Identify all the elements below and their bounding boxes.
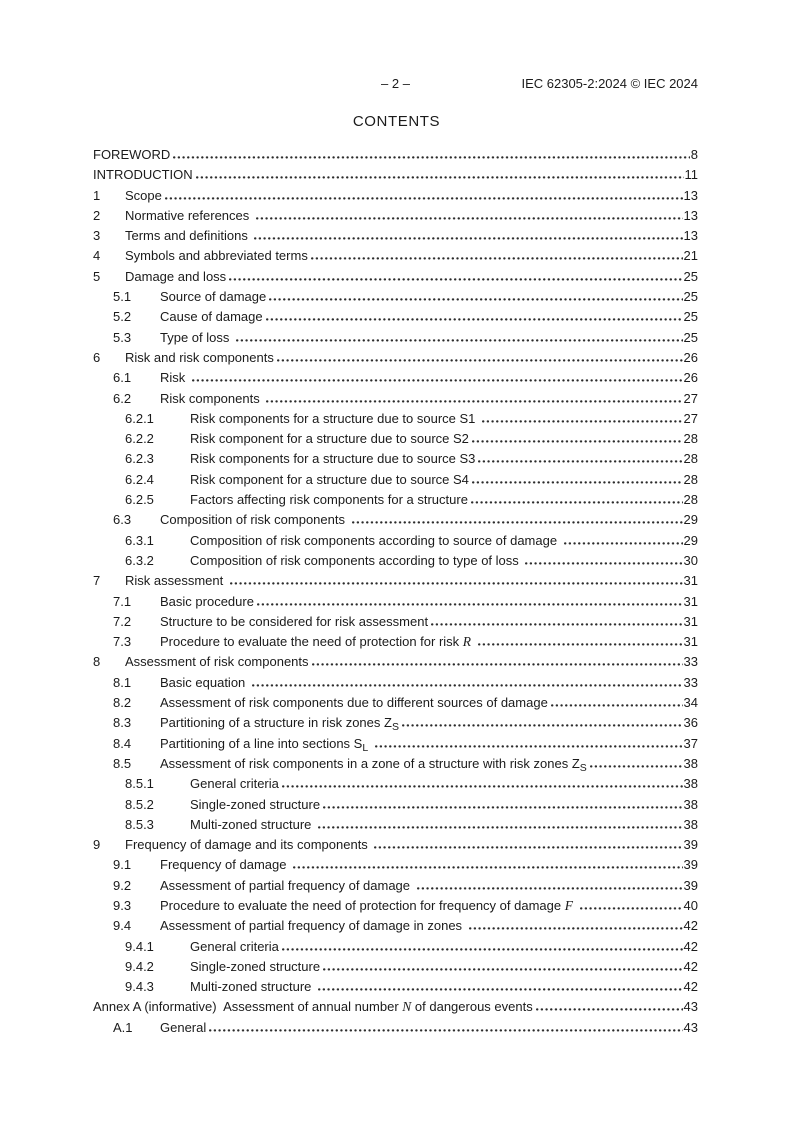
toc-entry-number: 8.5.3 [125,816,154,832]
toc-entry-title [160,287,266,307]
toc-entry-number: 6 [93,349,101,365]
toc-entry[interactable] [93,246,698,266]
page-header [93,76,698,93]
toc-entry-title [190,937,279,957]
title-text: Cause of damage [160,309,263,325]
toc-entry-title [190,957,320,977]
title-text: Symbols and abbreviated terms [125,248,308,264]
toc-entry[interactable] [93,287,698,307]
title-text: Composition of risk components according to source of damage [190,532,561,548]
toc-entry-title [125,246,308,266]
title-text: Factors affecting risk components for a structure [190,492,468,508]
toc-entry-page: 39 [683,837,698,853]
toc-entry[interactable] [93,855,698,875]
toc-entry-title [160,673,249,693]
title-text: Risk and risk components [125,349,274,365]
dot-leader [230,582,683,585]
title-text: Assessment of partial frequency of damage in zones [160,918,466,934]
title-text: General [160,1019,207,1035]
toc-entry-page: 39 [683,857,698,873]
toc-entry-number: 4 [93,248,101,264]
toc-entry-page: 28 [683,471,698,487]
toc-entry-number: 6.2.3 [125,451,154,467]
title-text: Basic equation [160,674,249,690]
toc-entry-page: 27 [683,390,698,406]
toc-entry[interactable] [93,713,698,733]
toc-entry[interactable] [93,165,698,185]
dot-leader [252,684,683,687]
toc-entry[interactable] [93,795,698,815]
toc-entry-number: 8.5.1 [125,776,154,792]
toc-entry-title [190,795,320,815]
title-text [471,634,475,649]
dot-leader [196,176,684,179]
title-text: Single-zoned structure [190,796,321,812]
toc-entry-number: 8.1 [113,674,132,690]
toc-entry-number: 5.2 [113,309,132,325]
toc-entry-number: 9.4.3 [125,979,154,995]
dot-leader [352,521,683,524]
title-text: Partitioning of a line into sections S [160,735,363,751]
subscript-symbol: S [579,761,587,774]
dot-leader [312,663,683,666]
title-text: Frequency of damage [160,857,291,873]
toc-entry-number: 8.5 [113,755,132,771]
toc-entry[interactable] [93,145,698,165]
toc-entry-title [160,368,189,388]
toc-entry-page: 8 [690,147,698,162]
dot-leader [417,887,683,890]
toc-entry-title [93,145,170,165]
toc-entry-number: 6.2.1 [125,410,154,426]
toc-entry[interactable] [93,226,698,246]
title-text: Risk component for a structure due to source S2 [190,431,469,447]
dot-leader [282,948,683,951]
toc-entry-title [125,835,371,855]
toc-entry-title [160,1018,206,1038]
toc-entry-number: 9 [93,837,101,853]
dot-leader [375,745,683,748]
dot-leader [525,562,682,565]
dot-leader [266,318,683,321]
toc-entry[interactable] [93,754,698,774]
toc-entry-number: 9.4.2 [125,958,154,974]
toc-entry-page: 26 [683,370,698,386]
dot-leader [266,400,682,403]
dot-leader [536,1008,683,1011]
dot-leader [293,866,682,869]
toc-entry-page: 13 [683,228,698,244]
toc-entry-page: 42 [683,958,698,974]
toc-entry-title [190,977,315,997]
toc-entry-title [160,592,254,612]
dot-leader [478,460,682,463]
dot-leader [551,704,683,707]
toc-entry-page: 31 [683,573,698,589]
toc-entry[interactable] [93,612,698,632]
toc-entry[interactable] [93,186,698,206]
toc-entry[interactable] [93,571,698,591]
toc-entry-title [160,389,263,409]
toc-entry-number: 9.3 [113,897,132,913]
toc-entry[interactable] [93,997,698,1017]
toc-entry-page: 29 [683,532,698,548]
dot-leader [269,298,682,301]
dot-leader [323,968,682,971]
title-text: Multi-zoned structure [190,816,315,832]
title-text: Risk component for a structure due to source S4 [190,471,469,487]
toc-entry[interactable] [93,673,698,693]
title-text: FOREWORD [93,147,171,162]
toc-entry-page: 43 [683,1019,698,1035]
toc-entry-page: 21 [683,248,698,264]
toc-entry-page: 31 [683,613,698,629]
toc-entry-title [125,652,309,672]
dot-leader [590,765,683,768]
toc-entry[interactable] [93,916,698,936]
toc-entry[interactable] [93,734,698,754]
title-text [573,898,577,913]
title-text: General criteria [190,938,279,954]
title-text: Risk components for a structure due to source S1 [190,410,480,426]
toc-entry[interactable] [93,348,698,368]
toc-entry-title [190,774,279,794]
dot-leader [482,420,683,423]
math-variable: R [462,634,472,650]
toc-entry-number: 6.2.2 [125,431,154,447]
dot-leader [236,339,683,342]
toc-entry[interactable] [93,449,698,469]
toc-entry[interactable] [93,632,698,652]
title-text: Normative references [125,207,253,223]
toc-entry[interactable] [93,652,698,672]
contents-title: CONTENTS [352,113,441,130]
toc-entry[interactable] [93,896,698,916]
dot-leader [311,257,683,260]
dot-leader [564,542,683,545]
toc-entry-number: 9.4.1 [125,938,154,954]
dot-leader [431,623,682,626]
title-text: Annex A (informative) Assessment of annual number [93,999,403,1015]
title-text: Source of damage [160,289,267,305]
toc-entry[interactable] [93,206,698,226]
toc-entry-page: 42 [683,979,698,995]
dot-leader [256,217,683,220]
subscript-symbol: S [391,721,399,734]
toc-entry-page: 25 [683,329,698,345]
toc-entry[interactable] [93,409,698,429]
toc-entry-page: 42 [683,938,698,954]
toc-entry[interactable] [93,937,698,957]
toc-entry[interactable] [93,510,698,530]
toc-entry-title [190,531,561,551]
dot-leader [402,724,683,727]
dot-leader [471,501,683,504]
title-text: Multi-zoned structure [190,979,315,995]
toc-entry-number: 6.2.5 [125,492,154,508]
toc-entry-title [190,490,468,510]
dot-leader [254,237,682,240]
toc-entry[interactable] [93,693,698,713]
toc-entry-title [93,997,533,1017]
toc-entry-page: 34 [683,695,698,711]
toc-entry-page: 25 [683,268,698,284]
toc-entry-page: 38 [683,796,698,812]
toc-entry-title [190,449,475,469]
toc-entry[interactable] [93,368,698,388]
toc-entry[interactable] [93,835,698,855]
dot-leader [472,440,683,443]
toc-entry-number: 6.3.2 [125,552,154,568]
toc-entry-number: 8 [93,654,101,670]
toc-entry-number: 5 [93,268,101,284]
toc-entry-title [160,855,290,875]
toc-entry-page: 39 [683,877,698,893]
toc-entry-page: 31 [683,634,698,650]
document-reference: IEC 62305-2:2024 © IEC 2024 [521,76,698,91]
dot-leader [192,379,683,382]
toc-entry-number: 8.5.2 [125,796,154,812]
toc-entry-title [160,896,577,916]
title-text: Composition of risk components according to type of loss [190,552,523,568]
toc-entry-page: 43 [683,999,698,1015]
title-text: Procedure to evaluate the need of protection for frequency of damage [160,897,565,913]
dot-leader [165,197,683,200]
subscript-symbol: L [362,741,369,754]
toc-entry-number: 5.1 [113,289,132,305]
toc-entry[interactable] [93,531,698,551]
toc-entry[interactable] [93,977,698,997]
dot-leader [469,927,683,930]
toc-entry-page: 28 [683,451,698,467]
title-text: Assessment of partial frequency of damage [160,877,414,893]
toc-entry[interactable] [93,389,698,409]
toc-entry[interactable] [93,957,698,977]
toc-entry[interactable] [93,815,698,835]
title-text: Basic procedure [160,593,254,609]
toc-entry[interactable] [93,328,698,348]
toc-entry-page: 25 [683,289,698,305]
toc-entry-number: 3 [93,228,101,244]
toc-entry[interactable] [93,429,698,449]
toc-entry-title [125,348,274,368]
toc-entry-number: 5.3 [113,329,132,345]
toc-entry-number: 9.2 [113,877,132,893]
toc-entry[interactable] [93,267,698,287]
toc-entry-title [190,815,315,835]
toc-entry-number: 9.4 [113,918,132,934]
toc-entry-page: 11 [684,167,698,183]
toc-entry-page: 31 [683,593,698,609]
toc-entry[interactable] [93,490,698,510]
toc-entry-page: 30 [683,552,698,568]
toc-entry[interactable] [93,307,698,327]
toc-entry-number: 7.3 [113,634,132,650]
toc-entry[interactable] [93,876,698,896]
dot-leader [323,806,682,809]
toc-entry-page: 42 [683,918,698,934]
dot-leader [318,826,683,829]
toc-entry-page: 25 [683,309,698,325]
toc-entry-number: 7 [93,573,101,589]
toc-entry-number: 2 [93,207,101,223]
title-text: Damage and loss [125,268,227,284]
title-text: Scope [125,187,162,203]
toc-entry-page: 38 [683,816,698,832]
toc-entry-title [190,409,479,429]
title-text: Composition of risk components [160,512,349,528]
title-text: Assessment of risk components in a zone of a structure with risk zones Z [160,755,580,771]
toc-entry-title [93,165,193,185]
toc-entry-page: 26 [683,349,698,365]
toc-entry-title [125,206,253,226]
toc-entry-title [125,226,251,246]
toc-entry-number: 7.2 [113,613,132,629]
title-text: Frequency of damage and its components [125,837,372,853]
toc-entry-number: 8.4 [113,735,132,751]
toc-entry-number: 8.3 [113,715,132,731]
dot-leader [282,785,683,788]
toc-entry-page: 27 [683,410,698,426]
toc-entry-page: 28 [683,431,698,447]
toc-entry-title [160,612,428,632]
toc-entry[interactable] [93,774,698,794]
toc-entry-title [190,429,469,449]
toc-entry[interactable] [93,551,698,571]
toc-entry-title [160,754,587,774]
toc-entry-title [190,470,469,490]
math-variable: F [564,897,573,913]
title-text: Assessment of risk components due to different sources of damage [160,695,548,711]
toc-entry-page: 33 [683,654,698,670]
toc-entry-number: A.1 [113,1019,133,1035]
toc-entry-page: 29 [683,512,698,528]
toc-entry-page: 38 [683,776,698,792]
title-text: Assessment of risk components [125,654,309,670]
math-variable: N [402,999,412,1015]
toc-entry-title [160,632,475,652]
title-text: Terms and definitions [125,228,252,244]
title-text: Single-zoned structure [190,958,321,974]
dot-leader [173,156,689,159]
toc-entry-title [160,713,399,733]
toc-entry-title [190,551,522,571]
toc-entry-title [160,916,466,936]
title-text: Type of loss [160,329,233,345]
dot-leader [229,278,682,281]
toc-entry-title [125,571,227,591]
table-of-contents [93,145,698,1038]
toc-entry[interactable] [93,592,698,612]
dot-leader [318,988,683,991]
toc-entry-number: 6.3 [113,512,132,528]
dot-leader [209,1029,682,1032]
toc-entry-page: 36 [683,715,698,731]
title-text: Risk assessment [125,573,227,589]
title-text [368,736,372,751]
toc-entry-title [160,328,233,348]
page-number: – 2 – [381,76,410,91]
toc-entry-number: 8.2 [113,695,132,711]
toc-entry-title [160,510,349,530]
toc-entry-page: 13 [683,207,698,223]
dot-leader [478,643,683,646]
toc-entry-page: 13 [683,187,698,203]
dot-leader [374,846,682,849]
toc-entry-number: 6.2 [113,390,132,406]
title-text: Risk components [160,390,264,406]
dot-leader [257,603,683,606]
toc-entry-title [160,307,263,327]
toc-entry-title [160,876,414,896]
dot-leader [277,359,683,362]
title-text: Risk components for a structure due to source S3 [190,451,476,467]
title-text: of dangerous events [411,999,533,1015]
title-text: INTRODUCTION [93,167,193,183]
toc-entry-number: 6.2.4 [125,471,154,487]
toc-entry-title [160,734,372,754]
toc-entry-number: 7.1 [113,593,132,609]
dot-leader [580,907,683,910]
toc-entry-title [125,267,226,287]
title-text: General criteria [190,776,279,792]
toc-entry-title [125,186,162,206]
toc-entry[interactable] [93,1018,698,1038]
toc-entry-page: 40 [683,897,698,913]
dot-leader [472,481,683,484]
toc-entry-page: 38 [683,755,698,771]
toc-entry-number: 9.1 [113,857,132,873]
title-text: Partitioning of a structure in risk zones Z [160,715,392,731]
toc-entry-title [160,693,548,713]
toc-entry-page: 37 [683,735,698,751]
toc-entry-number: 1 [93,187,101,203]
toc-entry-page: 28 [683,492,698,508]
toc-entry-number: 6.3.1 [125,532,154,548]
title-text: Structure to be considered for risk assessment [160,613,429,629]
toc-entry-number: 6.1 [113,370,132,386]
toc-entry[interactable] [93,470,698,490]
title-text: Risk [160,370,189,386]
title-text: Procedure to evaluate the need of protection for risk [160,634,463,650]
toc-entry-page: 33 [683,674,698,690]
